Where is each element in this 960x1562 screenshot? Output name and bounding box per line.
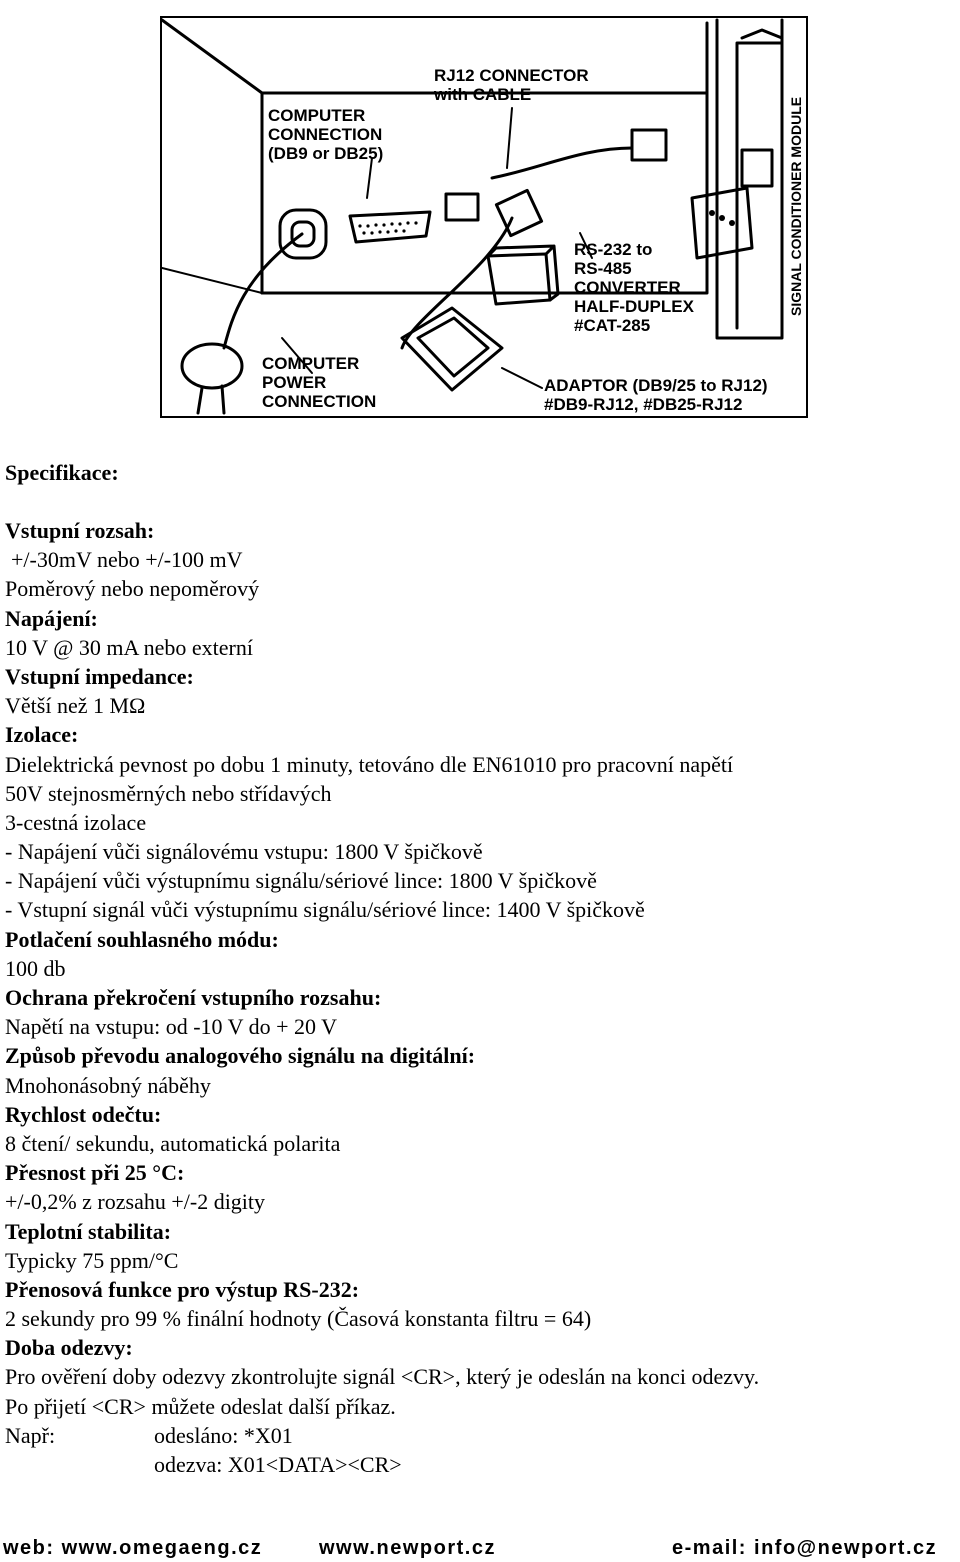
spec-value: 50V stejnosměrných nebo střídavých [5,780,332,806]
label-converter: RS-232 to RS-485 CONVERTER HALF-DUPLEX #CAT-285 [574,240,694,335]
spec-value: 100 db [5,955,66,981]
spec-value: 2 sekundy pro 99 % finální hodnoty (Časová konstanta filtru = 64) [5,1306,592,1332]
spec-value: - Napájení vůči výstupnímu signálu/sériové lince: 1800 V špičkově [5,868,597,894]
spec-heading: Izolace: [5,722,79,748]
footer-web-newport[interactable]: www.newport.cz [319,1537,496,1559]
spec-heading: Doba odezvy: [5,1335,133,1361]
footer-web-omegaeng[interactable]: web: www.omegaeng.cz [3,1537,263,1559]
label-power-connection: COMPUTER POWER CONNECTION [262,354,377,411]
label-rj12-connector: RJ12 CONNECTOR with CABLE [434,66,589,104]
label-signal-module: SIGNAL CONDITIONER MODULE [788,96,804,316]
spec-heading: Přesnost při 25 °C: [5,1160,185,1186]
converter-box [488,254,550,304]
module-rj-port [742,150,772,186]
connection-diagram [160,16,808,418]
spec-heading: Vstupní rozsah: [5,518,155,543]
spec-value: - Napájení vůči signálovému vstupu: 1800 V špičkově [5,839,483,865]
spec-value: Mnohonásobný náběhy [5,1072,211,1098]
spec-value: Napětí na vstupu: od -10 V do + 20 V [5,1014,338,1040]
spec-heading: Přenosová funkce pro výstup RS-232: [5,1276,360,1302]
specification-section [5,458,955,1479]
spec-value: Dielektrická pevnost po dobu 1 minuty, tetováno dle EN61010 pro pracovní napětí [5,751,734,777]
rj-port [446,194,478,220]
spec-heading: Napájení: [5,605,98,631]
example-label: Např: [5,1422,56,1448]
module-terminal-block [692,188,752,258]
spec-value: +/-30mV nebo +/-100 mV [11,547,243,573]
footer-email[interactable]: e-mail: info@newport.cz [672,1537,938,1559]
footer [3,1537,960,1561]
spec-value: Větší než 1 MΩ [5,693,146,719]
spec-value: Po přijetí <CR> můžete odeslat další příkaz. [5,1393,396,1419]
example-response: odezva: X01<DATA><CR> [154,1452,402,1477]
spec-value: 10 V @ 30 mA nebo externí [5,634,253,660]
spec-heading: Potlačení souhlasného módu: [5,926,279,952]
spec-value: 3-cestná izolace [5,809,147,835]
spec-value: Typicky 75 ppm/°C [5,1247,179,1273]
rj12-plug-right [632,130,666,160]
example-sent: odesláno: *X01 [154,1422,293,1448]
label-computer-connection: COMPUTER CONNECTION (DB9 or DB25) [268,106,384,163]
spec-value: 8 čtení/ sekundu, automatická polarita [5,1130,341,1156]
example-response-line [5,1450,955,1479]
spec-list [5,516,955,1421]
spec-value: Poměrový nebo nepoměrový [5,576,260,602]
spec-value: +/-0,2% z rozsahu +/-2 digity [5,1189,266,1215]
power-plug [182,344,242,388]
rj12-plug-left [496,190,541,235]
spec-value: - Vstupní signál vůči výstupnímu signálu/sériové lince: 1400 V špičkově [5,897,645,923]
spec-heading: Rychlost odečtu: [5,1101,162,1127]
spec-heading: Způsob převodu analogového signálu na digitální: [5,1043,476,1069]
spec-heading: Ochrana překročení vstupního rozsahu: [5,985,382,1010]
spec-value: Pro ověření doby odezvy zkontrolujte signál <CR>, který je odeslán na konci odezvy. [5,1364,760,1390]
spec-heading: Teplotní stabilita: [5,1218,172,1244]
label-adaptor: ADAPTOR (DB9/25 to RJ12) #DB9-RJ12, #DB25-RJ12 [544,376,768,414]
example-sent-line [5,1421,955,1450]
spec-title: Specifikace: [5,460,119,485]
spec-heading: Vstupní impedance: [5,663,194,689]
db25-port [350,212,430,242]
